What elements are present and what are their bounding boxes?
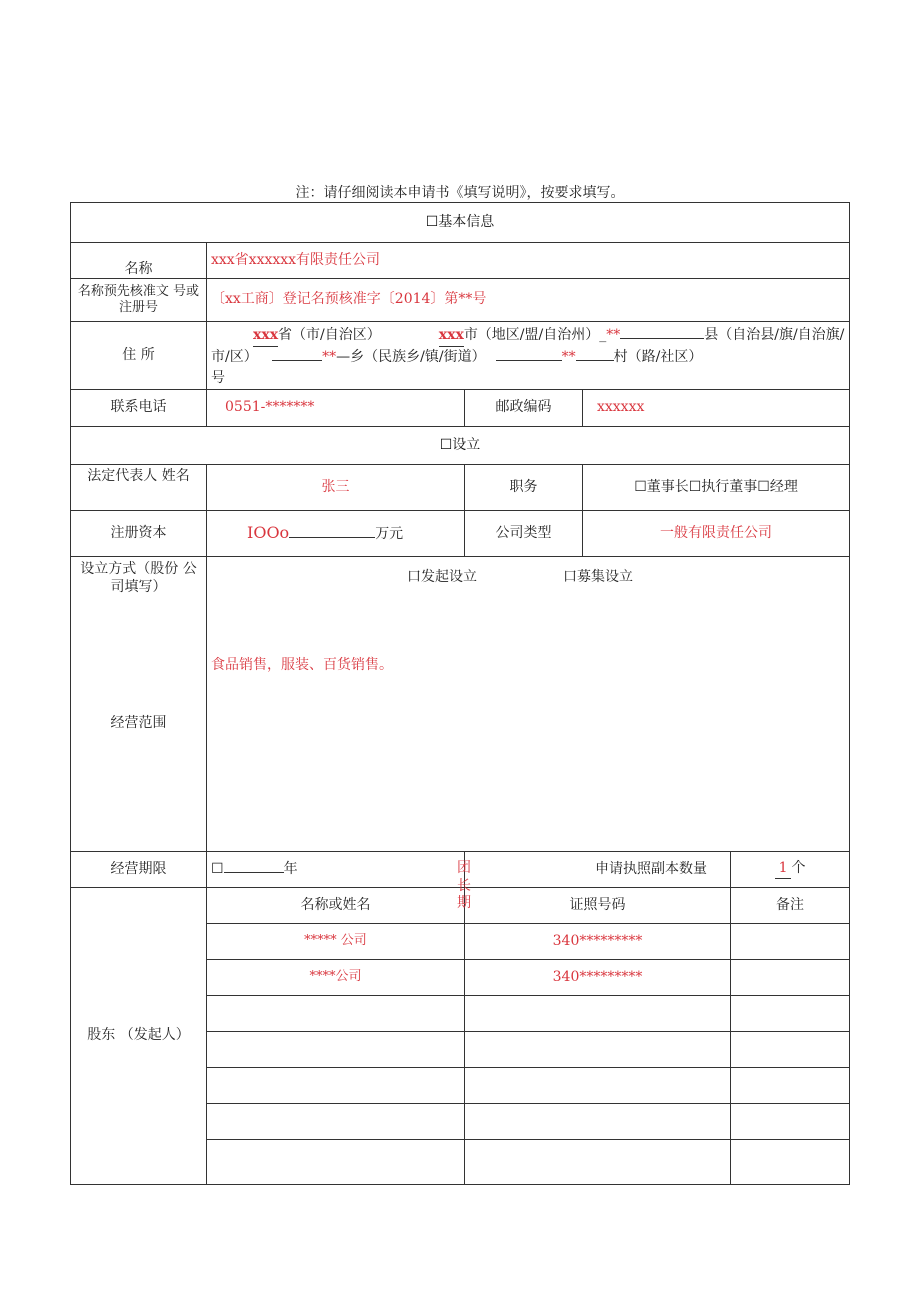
method-option-initiated[interactable]: 口发起设立 [407, 569, 477, 585]
shareholder-remark-cell[interactable] [731, 1140, 850, 1185]
shareholder-id-cell[interactable]: 340********* [465, 924, 731, 960]
term-checkbox[interactable]: ☐ [211, 861, 224, 878]
address-town-unit: 乡（民族乡/镇/街道） [350, 348, 486, 365]
shareholder-name-cell[interactable]: ***** 公司 [207, 924, 465, 960]
address-city-value: xxx [439, 325, 464, 347]
shareholder-remark-cell[interactable] [731, 1032, 850, 1068]
capital-field[interactable] [207, 511, 465, 557]
legal-rep-name-field[interactable]: 张三 [207, 465, 465, 511]
shareholder-remark-cell[interactable] [731, 996, 850, 1032]
address-province-value: xxx [253, 325, 278, 347]
copies-label: 申请执照副本数量 [465, 852, 731, 888]
term-year-unit: 年 [283, 861, 298, 878]
address-county-value: ** [606, 326, 621, 343]
copies-value: 1 [775, 860, 792, 879]
shareholder-header-name: 名称或姓名 [207, 888, 465, 924]
capital-unit: 万元 [375, 526, 404, 543]
address-city-unit: 市（地区/盟/自治州）_ [463, 326, 607, 343]
shareholder-id-cell[interactable] [465, 1140, 731, 1185]
shareholder-header-remark: 备注 [731, 888, 850, 924]
company-type-label: 公司类型 [465, 511, 583, 557]
capital-value: IOOo [247, 523, 290, 543]
shareholder-remark-cell[interactable] [731, 1068, 850, 1104]
phone-field[interactable]: 0551-******* [207, 390, 465, 427]
shareholder-name-cell[interactable] [207, 1140, 465, 1185]
shareholder-name-cell[interactable] [207, 1032, 465, 1068]
shareholder-header-id: 证照号码 [465, 888, 731, 924]
capital-label: 注册资本 [71, 511, 207, 557]
address-town-value: ** [322, 348, 337, 365]
postcode-field[interactable]: xxxxxx [583, 390, 850, 427]
shareholder-id-cell[interactable] [465, 1032, 731, 1068]
method-scope-label-cell [71, 557, 207, 852]
method-scope-field [207, 557, 850, 852]
shareholder-name-cell[interactable] [207, 1068, 465, 1104]
shareholder-remark-cell[interactable] [731, 1104, 850, 1140]
fill-instruction-note: 注：请仔细阅读本申请书《填写说明》，按要求填写。 [295, 185, 625, 201]
setup-method-label: 设立方式（股份 公司填写） [80, 561, 197, 595]
business-scope-field[interactable]: 食品销售，服装、百货销售。 [211, 657, 393, 673]
application-form-table [70, 202, 850, 1185]
copies-unit: 个 [791, 860, 806, 877]
position-options[interactable]: ☐董事长☐执行董事☐经理 [583, 465, 850, 511]
shareholder-name-cell[interactable]: ****公司 [207, 960, 465, 996]
basic-info-section-title: ☐基本信息 [71, 203, 850, 243]
address-label: 住 所 [71, 322, 207, 390]
approval-number-field[interactable]: 〔xx工商〕登记名预核准字〔2014〕第**号 [207, 279, 850, 322]
position-label: 职务 [465, 465, 583, 511]
shareholder-name-cell[interactable] [207, 996, 465, 1032]
shareholder-id-cell[interactable] [465, 996, 731, 1032]
shareholder-remark-cell[interactable] [731, 960, 850, 996]
shareholder-id-cell[interactable] [465, 1068, 731, 1104]
address-number-unit: 号 [211, 369, 225, 386]
company-name-field[interactable]: xxx省xxxxxx有限责任公司 [207, 243, 850, 279]
copies-field[interactable] [731, 852, 850, 888]
shareholder-remark-cell[interactable] [731, 924, 850, 960]
shareholder-id-cell[interactable]: 340********* [465, 960, 731, 996]
address-village-value: ** [561, 348, 576, 365]
address-field[interactable]: xxx省（市/自治区） xxx市（地区/盟/自治州）_** 县（自治县/旗/自治旗/市/区） **—乡（民族乡/镇/街道） ** 村（路/社区） 号 [207, 322, 850, 390]
company-type-field[interactable]: 一般有限责任公司 [583, 511, 850, 557]
method-option-raised[interactable]: 口募集设立 [563, 569, 633, 585]
setup-section-title: ☐设立 [71, 427, 850, 465]
address-village-unit: 村（路/社区） [613, 348, 703, 365]
business-scope-label: 经营范围 [110, 715, 167, 731]
postcode-label: 邮政编码 [465, 390, 583, 427]
address-province-unit: 省（市/自治区） [278, 326, 381, 343]
address-county-unit: 县（自治县/旗/自治旗/市/区） [211, 326, 845, 365]
approval-number-label: 名称预先核准文 号或注册号 [71, 279, 207, 322]
term-long-value: 团长期 [457, 860, 471, 912]
shareholder-name-cell[interactable] [207, 1104, 465, 1140]
phone-label: 联系电话 [71, 390, 207, 427]
legal-rep-label: 法定代表人 姓名 [71, 465, 207, 511]
shareholder-id-cell[interactable] [465, 1104, 731, 1140]
shareholders-label: 股东 （发起人） [71, 888, 207, 1185]
name-label: 名称 [71, 243, 207, 279]
term-label: 经营期限 [71, 852, 207, 888]
